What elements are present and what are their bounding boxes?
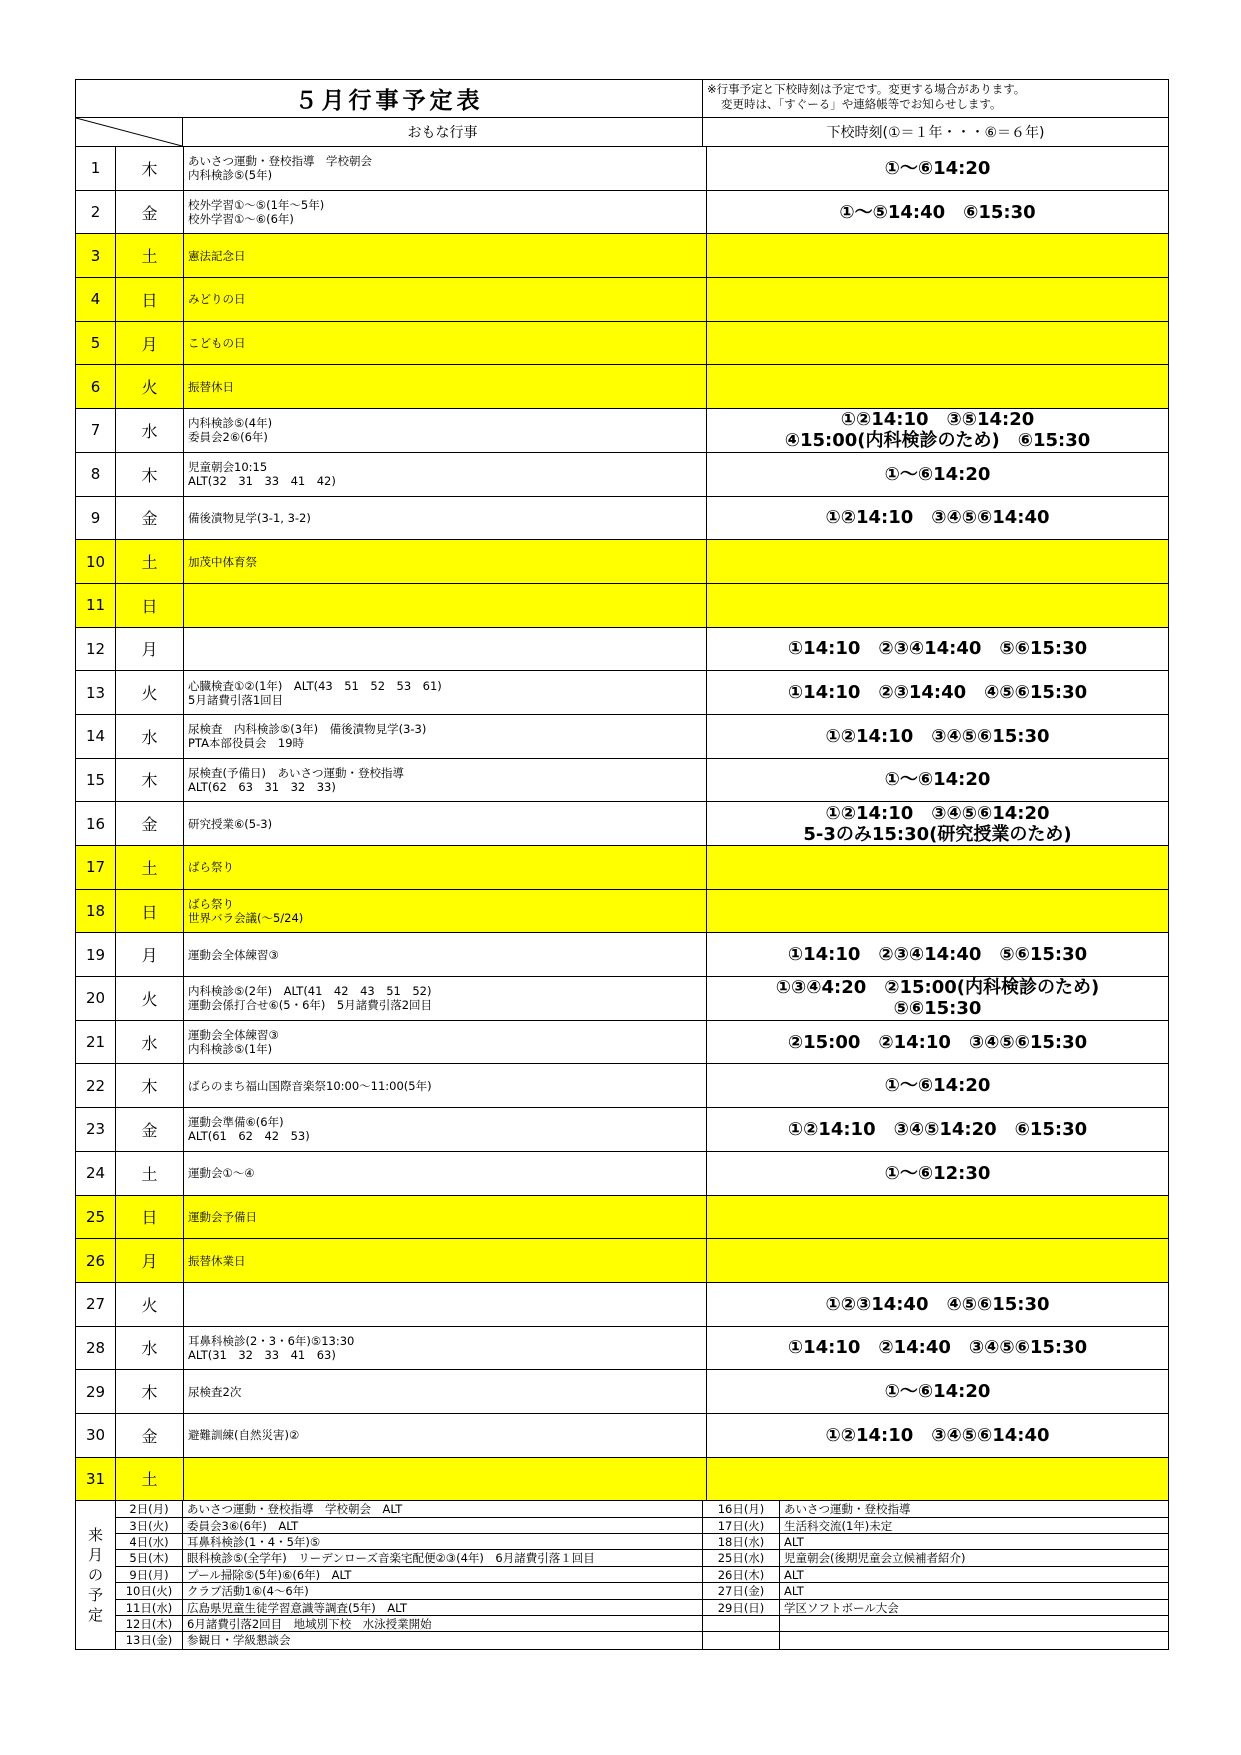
day-events — [184, 628, 707, 671]
day-dismissal-time — [707, 1021, 1168, 1064]
day-events — [184, 1458, 707, 1501]
day-weekday: 水 — [116, 409, 184, 452]
day-date: 29 — [76, 1370, 116, 1413]
time-line: ①②③14:40 ④⑤⑥15:30 — [825, 1293, 1050, 1315]
next-month-event: 児童朝会(後期児童会立候補者紹介) — [784, 1551, 966, 1566]
day-date: 15 — [76, 759, 116, 802]
day-events — [184, 234, 707, 277]
day-rows — [76, 147, 1168, 1501]
day-date: 7 — [76, 409, 116, 452]
day-weekday: 木 — [116, 1064, 184, 1107]
day-weekday: 火 — [116, 365, 184, 408]
day-date: 23 — [76, 1108, 116, 1151]
day-events — [184, 191, 707, 234]
day-dismissal-time — [707, 584, 1168, 627]
next-month-row — [116, 1583, 702, 1599]
column-header-row — [76, 118, 1168, 147]
event-line: 運動会全体練習③ — [188, 1028, 279, 1043]
next-month-date: 5日(木) — [116, 1550, 183, 1565]
day-row — [76, 1196, 1168, 1240]
day-events — [184, 147, 707, 190]
day-dismissal-time — [707, 191, 1168, 234]
event-line: 運動会係打合せ⑥(5・6年) 5月諸費引落2回目 — [188, 998, 433, 1013]
day-dismissal-time — [707, 1283, 1168, 1326]
event-line: 校外学習①～⑥(6年) — [188, 212, 294, 227]
day-events — [184, 1152, 707, 1195]
day-weekday: 金 — [116, 802, 184, 845]
event-line: 加茂中体育祭 — [188, 554, 257, 569]
day-events — [184, 1327, 707, 1370]
day-dismissal-time — [707, 1327, 1168, 1370]
day-dismissal-time — [707, 715, 1168, 758]
event-line: 運動会予備日 — [188, 1209, 257, 1224]
day-row — [76, 497, 1168, 541]
day-weekday: 金 — [116, 1108, 184, 1151]
next-month-row — [116, 1632, 702, 1648]
day-events — [184, 1196, 707, 1239]
day-date: 13 — [76, 671, 116, 714]
day-date: 8 — [76, 453, 116, 496]
time-line: ①～⑥14:20 — [884, 1381, 991, 1403]
day-events — [184, 1108, 707, 1151]
day-dismissal-time — [707, 147, 1168, 190]
next-month-row — [116, 1534, 702, 1550]
event-line: ALT(61 62 42 53) — [188, 1129, 310, 1144]
header-events: おもな行事 — [183, 118, 703, 146]
next-month-event: あいさつ運動・登校指導 — [784, 1502, 911, 1517]
next-month-date: 13日(金) — [116, 1632, 183, 1648]
day-dismissal-time — [707, 977, 1168, 1020]
day-weekday: 月 — [116, 1239, 184, 1282]
header-dismissal-time: 下校時刻(①＝１年・・・⑥＝６年) — [826, 125, 1045, 141]
day-weekday: 水 — [116, 715, 184, 758]
day-dismissal-time — [707, 671, 1168, 714]
day-events — [184, 1239, 707, 1282]
next-month-date: 17日(火) — [703, 1518, 780, 1533]
next-month-row — [116, 1616, 702, 1632]
day-row — [76, 1108, 1168, 1152]
day-row — [76, 628, 1168, 672]
day-events — [184, 1064, 707, 1107]
day-dismissal-time — [707, 1370, 1168, 1413]
day-date: 11 — [76, 584, 116, 627]
day-dismissal-time — [707, 846, 1168, 889]
day-row — [76, 234, 1168, 278]
day-row — [76, 278, 1168, 322]
next-month-row — [703, 1632, 1168, 1648]
time-line: ①～⑥14:20 — [884, 1075, 991, 1097]
event-line: 振替休業日 — [188, 1253, 246, 1268]
next-month-date: 10日(火) — [116, 1583, 183, 1598]
day-weekday: 水 — [116, 1327, 184, 1370]
next-month-row — [116, 1518, 702, 1534]
next-month-event — [780, 1632, 1168, 1648]
day-events — [184, 671, 707, 714]
day-events — [184, 715, 707, 758]
day-events — [184, 802, 707, 845]
event-line: 避難訓練(自然災害)② — [188, 1428, 300, 1443]
day-weekday: 火 — [116, 671, 184, 714]
day-dismissal-time — [707, 759, 1168, 802]
day-row — [76, 409, 1168, 453]
time-line: ④15:00(内科検診のため) ⑥15:30 — [784, 430, 1091, 452]
day-weekday: 火 — [116, 1283, 184, 1326]
time-line: ②15:00 ②14:10 ③④⑤⑥15:30 — [787, 1031, 1088, 1053]
event-line: ALT(32 31 33 41 42) — [188, 474, 336, 489]
next-month-date — [703, 1632, 780, 1648]
day-dismissal-time — [707, 497, 1168, 540]
day-events — [184, 409, 707, 452]
day-date: 24 — [76, 1152, 116, 1195]
day-row — [76, 365, 1168, 409]
schedule-table — [75, 79, 1169, 1650]
next-month-row — [116, 1550, 702, 1566]
event-line: ALT(31 32 33 41 63) — [188, 1347, 336, 1362]
event-line: ばら祭り — [188, 860, 234, 875]
next-month-left-list — [116, 1501, 703, 1649]
next-month-row — [703, 1550, 1168, 1566]
day-row — [76, 715, 1168, 759]
day-date: 19 — [76, 933, 116, 976]
event-line: 耳鼻科検診(2・3・6年)⑤13:30 — [188, 1333, 355, 1348]
day-row — [76, 846, 1168, 890]
next-month-event: あいさつ運動・登校指導 学校朝会 ALT — [187, 1502, 403, 1517]
day-weekday: 金 — [116, 1414, 184, 1457]
day-weekday: 土 — [116, 540, 184, 583]
time-line: ①14:10 ②③14:40 ④⑤⑥15:30 — [787, 682, 1088, 704]
event-line: 運動会全体練習③ — [188, 947, 279, 962]
day-weekday: 土 — [116, 846, 184, 889]
day-row — [76, 890, 1168, 934]
next-month-label — [76, 1501, 116, 1649]
time-line: ①②14:10 ③④⑤⑥14:40 — [825, 1424, 1050, 1446]
corner-cell — [76, 118, 183, 146]
next-month-date: 11日(水) — [116, 1600, 183, 1615]
day-row — [76, 322, 1168, 366]
time-line: ①～⑥14:20 — [884, 769, 991, 791]
time-line: ①～⑥14:20 — [884, 157, 991, 179]
time-line: 5-3のみ15:30(研究授業のため) — [803, 823, 1072, 845]
day-weekday: 月 — [116, 322, 184, 365]
time-line: ①③④4:20 ②15:00(内科検診のため) — [775, 977, 1100, 999]
event-line: こどもの日 — [188, 336, 246, 351]
next-month-row — [703, 1501, 1168, 1517]
next-month-date: 26日(木) — [703, 1567, 780, 1582]
day-row — [76, 933, 1168, 977]
day-weekday: 土 — [116, 234, 184, 277]
day-date: 1 — [76, 147, 116, 190]
day-weekday: 土 — [116, 1152, 184, 1195]
event-line: ばらのまち福山国際音楽祭10:00～11:00(5年) — [188, 1078, 432, 1093]
next-month-date: 2日(月) — [116, 1501, 183, 1516]
day-weekday: 日 — [116, 584, 184, 627]
day-dismissal-time — [707, 278, 1168, 321]
time-line: ①②14:10 ③⑤14:20 — [840, 409, 1035, 431]
next-month-event: 委員会3⑥(6年) ALT — [187, 1518, 299, 1533]
next-month-section — [76, 1501, 1168, 1649]
next-month-event: 参観日・学級懇談会 — [187, 1633, 291, 1648]
next-month-label-char: 来 — [87, 1526, 103, 1545]
day-weekday: 土 — [116, 1458, 184, 1501]
day-weekday: 金 — [116, 191, 184, 234]
day-weekday: 木 — [116, 453, 184, 496]
day-row — [76, 1370, 1168, 1414]
day-dismissal-time — [707, 1064, 1168, 1107]
day-dismissal-time — [707, 1196, 1168, 1239]
day-dismissal-time — [707, 409, 1168, 452]
day-date: 22 — [76, 1064, 116, 1107]
day-events — [184, 540, 707, 583]
day-dismissal-time — [707, 1458, 1168, 1501]
day-row — [76, 1414, 1168, 1458]
event-line: 尿検査(予備日) あいさつ運動・登校指導 — [188, 765, 404, 780]
day-dismissal-time — [707, 628, 1168, 671]
event-line: 憲法記念日 — [188, 248, 246, 263]
day-dismissal-time — [707, 890, 1168, 933]
day-date: 26 — [76, 1239, 116, 1282]
day-date: 14 — [76, 715, 116, 758]
event-line: あいさつ運動・登校指導 学校朝会 — [188, 154, 372, 169]
next-month-event: ALT — [784, 1567, 804, 1582]
event-line: 内科検診⑤(5年) — [188, 168, 273, 183]
day-row — [76, 191, 1168, 235]
event-line: 児童朝会10:15 — [188, 460, 268, 475]
event-line: 校外学習①～⑤(1年～5年) — [188, 198, 325, 213]
next-month-row — [116, 1501, 702, 1517]
event-line: 尿検査2次 — [188, 1384, 242, 1399]
day-date: 30 — [76, 1414, 116, 1457]
day-row — [76, 1021, 1168, 1065]
event-line: 振替休日 — [188, 379, 234, 394]
next-month-label-char: 定 — [87, 1606, 103, 1625]
day-events — [184, 278, 707, 321]
next-month-row — [703, 1567, 1168, 1583]
next-month-event: プール掃除⑤(5年)⑥(6年) ALT — [187, 1567, 352, 1582]
day-row — [76, 540, 1168, 584]
next-month-label-char: の — [87, 1566, 103, 1585]
day-date: 28 — [76, 1327, 116, 1370]
next-month-event: 眼科検診⑤(全学年) リーデンローズ音楽宅配便②③(4年) 6月諸費引落１回目 — [187, 1551, 595, 1566]
next-month-date: 16日(月) — [703, 1501, 780, 1516]
next-month-date — [703, 1616, 780, 1631]
next-month-event: 生活科交流(1年)未定 — [784, 1518, 893, 1533]
day-row — [76, 1064, 1168, 1108]
next-month-row — [703, 1518, 1168, 1534]
day-row — [76, 1327, 1168, 1371]
day-events — [184, 890, 707, 933]
day-dismissal-time — [707, 933, 1168, 976]
event-line: 研究授業⑥(5-3) — [188, 816, 273, 831]
day-row — [76, 1239, 1168, 1283]
day-date: 9 — [76, 497, 116, 540]
day-date: 17 — [76, 846, 116, 889]
day-weekday: 日 — [116, 278, 184, 321]
day-row — [76, 584, 1168, 628]
next-month-date: 25日(水) — [703, 1550, 780, 1565]
day-date: 16 — [76, 802, 116, 845]
event-line: 備後漬物見学(3-1, 3-2) — [188, 510, 311, 525]
day-dismissal-time — [707, 234, 1168, 277]
event-line: みどりの日 — [188, 292, 246, 307]
next-month-date: 18日(水) — [703, 1534, 780, 1549]
day-row — [76, 147, 1168, 191]
day-dismissal-time — [707, 1239, 1168, 1282]
day-weekday: 日 — [116, 890, 184, 933]
next-month-label-char: 予 — [87, 1586, 103, 1605]
day-dismissal-time — [707, 322, 1168, 365]
next-month-date: 12日(木) — [116, 1616, 183, 1631]
next-month-event: 耳鼻科検診(1・4・5年)⑤ — [187, 1535, 321, 1550]
day-dismissal-time — [707, 540, 1168, 583]
next-month-event: 学区ソフトボール大会 — [784, 1600, 899, 1615]
event-line: 運動会準備⑥(6年) — [188, 1115, 284, 1130]
day-weekday: 月 — [116, 933, 184, 976]
next-month-date: 9日(月) — [116, 1567, 183, 1582]
day-events — [184, 584, 707, 627]
day-date: 5 — [76, 322, 116, 365]
next-month-event: 6月諸費引落2回目 地域別下校 水泳授業開始 — [187, 1617, 432, 1632]
next-month-row — [116, 1600, 702, 1616]
event-line: 内科検診⑤(1年) — [188, 1042, 273, 1057]
schedule-note — [703, 80, 1168, 117]
day-events — [184, 1414, 707, 1457]
note-line: ※行事予定と下校時刻は予定です。変更する場合があります。 — [707, 82, 1026, 96]
day-events — [184, 1283, 707, 1326]
day-row — [76, 453, 1168, 497]
day-row — [76, 1283, 1168, 1327]
day-dismissal-time — [707, 1152, 1168, 1195]
day-dismissal-time — [707, 1108, 1168, 1151]
next-month-event: ALT — [784, 1584, 804, 1599]
event-line: 内科検診⑤(4年) — [188, 416, 273, 431]
day-events — [184, 846, 707, 889]
event-line: 内科検診⑤(2年) ALT(41 42 43 51 52) — [188, 984, 432, 999]
day-events — [184, 453, 707, 496]
day-weekday: 木 — [116, 759, 184, 802]
page-title: ５月行事予定表 — [76, 80, 703, 117]
event-line: ばら祭り — [188, 897, 234, 912]
day-weekday: 日 — [116, 1196, 184, 1239]
time-line: ①14:10 ②③④14:40 ⑤⑥15:30 — [787, 944, 1088, 966]
day-date: 18 — [76, 890, 116, 933]
time-line: ①14:10 ②③④14:40 ⑤⑥15:30 — [787, 638, 1088, 660]
day-row — [76, 671, 1168, 715]
next-month-right-list — [703, 1501, 1168, 1649]
day-date: 25 — [76, 1196, 116, 1239]
next-month-row — [703, 1600, 1168, 1616]
time-line: ①②14:10 ③④⑤14:20 ⑥15:30 — [787, 1118, 1088, 1140]
day-date: 2 — [76, 191, 116, 234]
next-month-row — [703, 1616, 1168, 1632]
day-dismissal-time — [707, 453, 1168, 496]
event-line: ALT(62 63 31 32 33) — [188, 779, 336, 794]
event-line: 5月諸費引落1回目 — [188, 692, 284, 707]
time-line: ⑤⑥15:30 — [893, 998, 982, 1020]
event-line: 心臓検査①②(1年) ALT(43 51 52 53 61) — [188, 678, 442, 693]
next-month-event: クラブ活動1⑥(4～6年) — [187, 1584, 309, 1599]
time-line: ①②14:10 ③④⑤⑥14:20 — [825, 802, 1050, 824]
day-weekday: 月 — [116, 628, 184, 671]
day-events — [184, 497, 707, 540]
day-events — [184, 1370, 707, 1413]
day-date: 12 — [76, 628, 116, 671]
time-line: ①②14:10 ③④⑤⑥15:30 — [825, 725, 1050, 747]
next-month-row — [703, 1534, 1168, 1550]
event-line: PTA本部役員会 19時 — [188, 736, 305, 751]
next-month-event: ALT — [784, 1535, 804, 1550]
day-events — [184, 1021, 707, 1064]
day-dismissal-time — [707, 365, 1168, 408]
time-line: ①～⑤14:40 ⑥15:30 — [839, 201, 1036, 223]
day-events — [184, 977, 707, 1020]
event-line: 尿検査 内科検診⑤(3年) 備後漬物見学(3-3) — [188, 722, 427, 737]
day-row — [76, 802, 1168, 846]
event-line: 世界バラ会議(～5/24) — [188, 911, 304, 926]
next-month-label-char: 月 — [87, 1546, 103, 1565]
time-line: ①②14:10 ③④⑤⑥14:40 — [825, 507, 1050, 529]
next-month-date: 3日(火) — [116, 1518, 183, 1533]
day-row — [76, 977, 1168, 1021]
next-month-event: 広島県児童生徒学習意識等調査(5年) ALT — [187, 1600, 408, 1615]
day-weekday: 金 — [116, 497, 184, 540]
day-date: 27 — [76, 1283, 116, 1326]
day-events — [184, 365, 707, 408]
day-row — [76, 1152, 1168, 1196]
day-events — [184, 322, 707, 365]
time-line: ①14:10 ②14:40 ③④⑤⑥15:30 — [787, 1337, 1088, 1359]
event-line: 運動会①～④ — [188, 1166, 255, 1181]
day-events — [184, 933, 707, 976]
time-line: ①～⑥14:20 — [884, 463, 991, 485]
day-weekday: 木 — [116, 147, 184, 190]
next-month-row — [703, 1583, 1168, 1599]
event-line: 委員会2⑥(6年) — [188, 430, 268, 445]
next-month-date: 27日(金) — [703, 1583, 780, 1598]
note-line: 変更時は、「すぐーる」や連絡帳等でお知らせします。 — [721, 97, 1002, 111]
next-month-row — [116, 1567, 702, 1583]
next-month-event — [780, 1616, 1168, 1631]
next-month-date: 4日(水) — [116, 1534, 183, 1549]
day-row — [76, 1458, 1168, 1502]
day-dismissal-time — [707, 1414, 1168, 1457]
next-month-date: 29日(日) — [703, 1600, 780, 1615]
time-line: ①～⑥12:30 — [884, 1162, 991, 1184]
day-date: 4 — [76, 278, 116, 321]
day-date: 31 — [76, 1458, 116, 1501]
diagonal-line — [76, 118, 182, 146]
day-row — [76, 759, 1168, 803]
day-weekday: 水 — [116, 1021, 184, 1064]
day-weekday: 木 — [116, 1370, 184, 1413]
day-date: 20 — [76, 977, 116, 1020]
day-events — [184, 759, 707, 802]
day-date: 10 — [76, 540, 116, 583]
day-dismissal-time — [707, 802, 1168, 845]
day-date: 6 — [76, 365, 116, 408]
day-weekday: 火 — [116, 977, 184, 1020]
day-date: 21 — [76, 1021, 116, 1064]
title-row — [76, 80, 1168, 118]
day-date: 3 — [76, 234, 116, 277]
